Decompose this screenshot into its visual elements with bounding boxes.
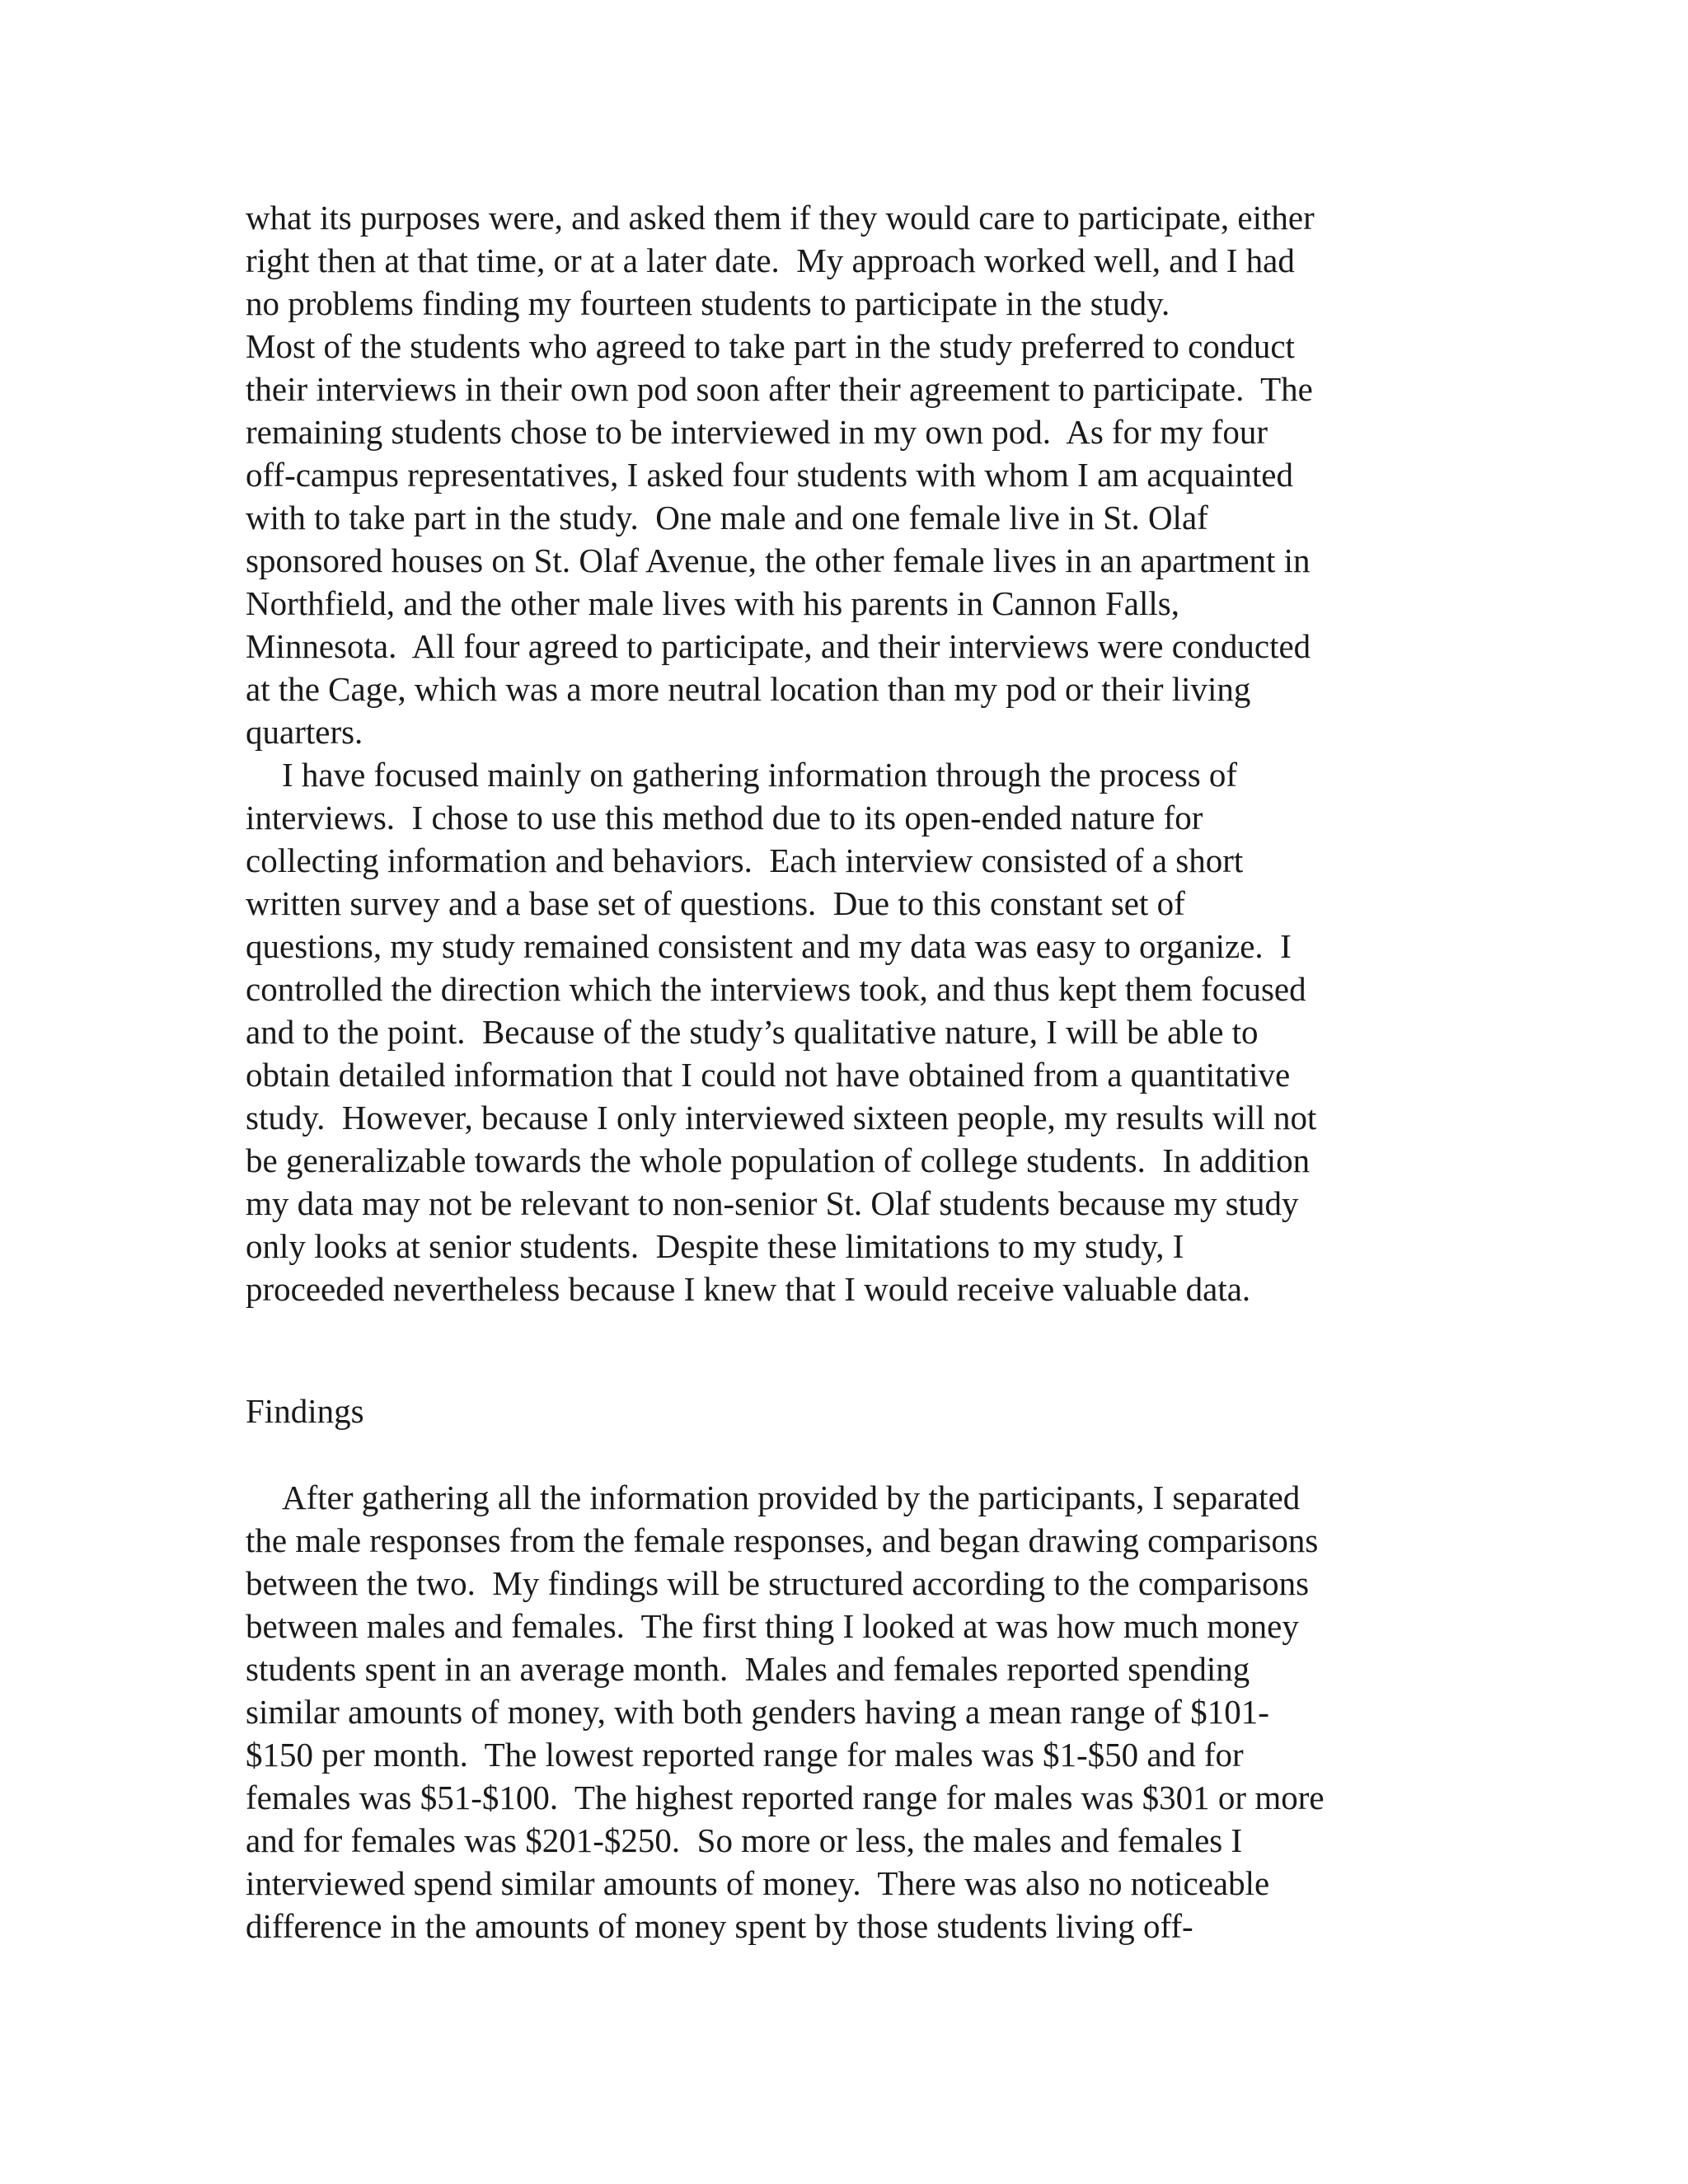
paragraph-line: interviewed spend similar amounts of money. There was also no noticeable (246, 1864, 1270, 1902)
paragraph-line: Minnesota. All four agreed to participate, and their interviews were conducted (246, 627, 1311, 665)
paragraph-line: collecting information and behaviors. Each interview consisted of a short (246, 841, 1244, 879)
paragraph-line: females was $51-$100. The highest reported range for males was $301 or more (246, 1779, 1325, 1816)
paragraph-line: between males and females. The first thing I looked at was how much money (246, 1607, 1299, 1645)
paragraph-line: sponsored houses on St. Olaf Avenue, the other female lives in an apartment in (246, 541, 1311, 579)
paragraph-line: interviews. I chose to use this method due to its open-ended nature for (246, 799, 1203, 837)
paragraph-line: proceeded nevertheless because I knew that I would receive valuable data. (246, 1270, 1251, 1308)
paragraph-line: written survey and a base set of questions. Due to this constant set of (246, 884, 1185, 922)
paragraph-line: Most of the students who agreed to take part in the study preferred to conduct (246, 327, 1295, 365)
paragraph-line: at the Cage, which was a more neutral location than my pod or their living (246, 670, 1251, 708)
paragraph-line: the male responses from the female responses, and began drawing comparisons (246, 1521, 1319, 1559)
paragraph-line: and for females was $201-$250. So more or less, the males and females I (246, 1821, 1243, 1859)
findings-heading-block (246, 1390, 1449, 1432)
paragraph-line: Northfield, and the other male lives with his parents in Cannon Falls, (246, 584, 1179, 622)
paragraph-line: off-campus representatives, I asked four students with whom I am acquainted (246, 456, 1293, 494)
paragraph-line: controlled the direction which the interviews took, and thus kept them focused (246, 970, 1306, 1008)
paragraph-line: I have focused mainly on gathering information through the process of (282, 756, 1238, 794)
paragraph-line: no problems finding my fourteen students to participate in the study. (246, 284, 1170, 322)
paragraph-line: study. However, because I only interviewed sixteen people, my results will not (246, 1099, 1317, 1137)
section-heading: Findings (246, 1392, 364, 1430)
paragraph-line: right then at that time, or at a later date. My approach worked well, and I had (246, 241, 1295, 279)
paragraph-line: questions, my study remained consistent and my data was easy to organize. I (246, 927, 1292, 965)
findings-section (246, 1476, 1449, 1947)
paragraph-line: remaining students chose to be interviewed in my own pod. As for my four (246, 413, 1268, 451)
paragraph-line: only looks at senior students. Despite these limitations to my study, I (246, 1227, 1184, 1265)
paragraph-line: be generalizable towards the whole population of college students. In addition (246, 1141, 1311, 1179)
paragraph-line: my data may not be relevant to non-senior St. Olaf students because my study (246, 1184, 1299, 1222)
paragraph-line: what its purposes were, and asked them if they would care to participate, either (246, 199, 1315, 237)
paragraph-line: students spent in an average month. Males and females reported spending (246, 1650, 1250, 1688)
paragraph-line: obtain detailed information that I could not have obtained from a quantitative (246, 1056, 1291, 1094)
paragraph-line: between the two. My findings will be structured according to the comparisons (246, 1564, 1310, 1602)
paragraph-line: After gathering all the information provided by the participants, I separated (282, 1479, 1301, 1516)
paragraph-line: $150 per month. The lowest reported range for males was $1-$50 and for (246, 1736, 1244, 1774)
paragraph-line: quarters. (246, 713, 363, 751)
paragraph-line: difference in the amounts of money spent by those students living off- (246, 1907, 1193, 1945)
paragraph-line: and to the point. Because of the study’s qualitative nature, I will be able to (246, 1013, 1259, 1051)
paragraph-line: with to take part in the study. One male and one female live in St. Olaf (246, 499, 1208, 537)
paragraph-line: similar amounts of money, with both genders having a mean range of $101- (246, 1693, 1269, 1731)
methods-section (246, 196, 1449, 1310)
paragraph-line: their interviews in their own pod soon after their agreement to participate. The (246, 370, 1313, 408)
